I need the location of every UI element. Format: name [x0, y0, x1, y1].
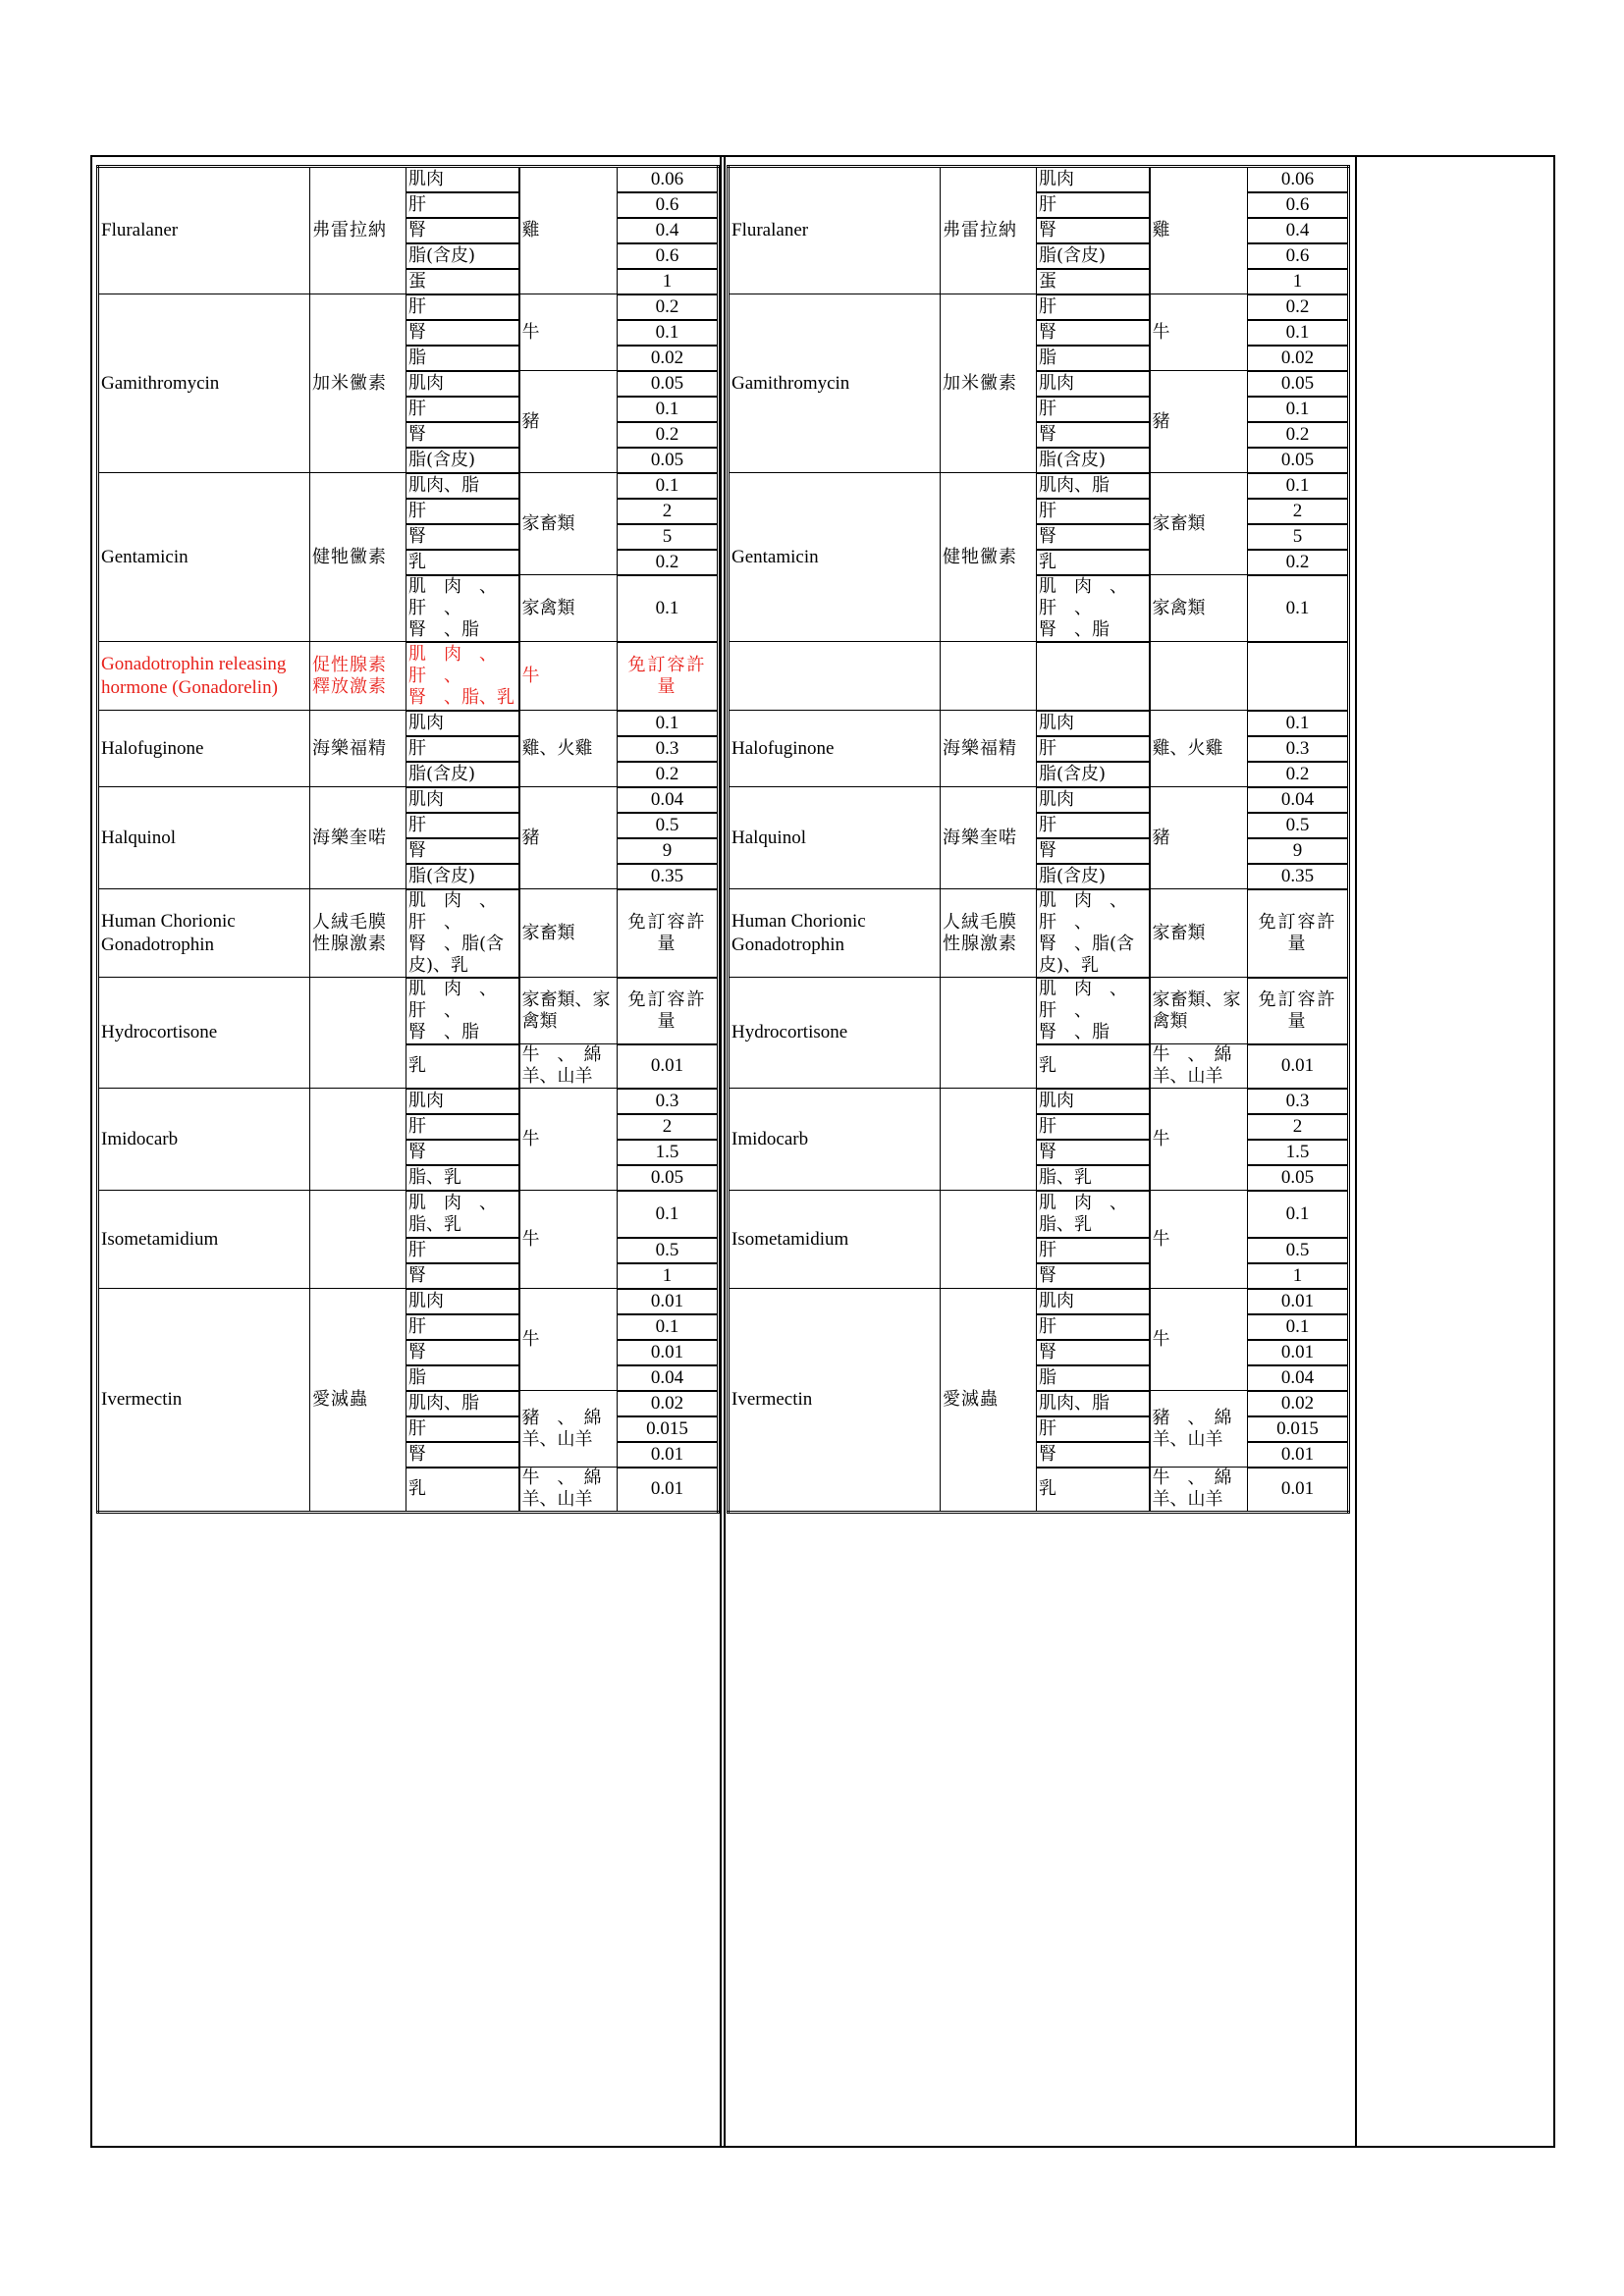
- mrl-value: 0.04: [1248, 787, 1349, 813]
- mrl-value: 0.1: [618, 1314, 719, 1340]
- tissue-cell: 肝: [406, 192, 519, 218]
- mrl-value: 免訂容許量: [1248, 889, 1349, 978]
- tissue-cell: 脂(含皮): [406, 864, 519, 889]
- mrl-value: 0.2: [1248, 550, 1349, 575]
- mrl-value: 0.015: [618, 1416, 719, 1442]
- species-cell: 牛: [519, 294, 618, 371]
- tissue-cell: 腎: [1037, 1442, 1150, 1468]
- mrl-value: 0.01: [618, 1468, 719, 1513]
- drug-name-zh: [310, 1191, 406, 1289]
- tissue-cell: 腎: [406, 1140, 519, 1165]
- tissue-cell: 腎: [1037, 218, 1150, 243]
- species-cell: 牛: [519, 642, 618, 711]
- mrl-value: 免訂容許量: [618, 889, 719, 978]
- drug-name-en: Halquinol: [98, 787, 310, 889]
- table-row: [729, 1191, 1349, 1238]
- table-row: [729, 978, 1349, 1044]
- drug-name-zh: 人絨毛膜性腺激素: [310, 889, 406, 978]
- drug-name-zh: 海樂奎喏: [310, 787, 406, 889]
- tissue-cell: 肝: [1037, 1416, 1150, 1442]
- tissue-cell: 肝: [406, 1416, 519, 1442]
- mrl-value: 0.01: [618, 1044, 719, 1089]
- mrl-value: 9: [618, 838, 719, 864]
- tissue-cell: 腎: [1037, 422, 1150, 448]
- mrl-value: 0.1: [618, 575, 719, 642]
- drug-name-en: Ivermectin: [98, 1289, 310, 1513]
- mrl-value: 0.2: [1248, 422, 1349, 448]
- table-row: [729, 1289, 1349, 1314]
- tissue-cell: 肝: [1037, 499, 1150, 524]
- drug-name-en: Fluralaner: [729, 167, 941, 294]
- drug-name-zh: [310, 978, 406, 1089]
- drug-name-en: Ivermectin: [729, 1289, 941, 1513]
- species-cell: 牛 、 綿羊、山羊: [519, 1468, 618, 1513]
- mrl-value: 5: [1248, 524, 1349, 550]
- mrl-value: 0.05: [1248, 448, 1349, 473]
- tissue-cell: 乳: [1037, 550, 1150, 575]
- drug-name-en: Isometamidium: [729, 1191, 941, 1289]
- drug-name-en: Halquinol: [729, 787, 941, 889]
- mrl-value: 0.6: [618, 243, 719, 269]
- drug-name-en: Fluralaner: [98, 167, 310, 294]
- table-row: [729, 167, 1349, 192]
- tissue-cell: 肌 肉 、肝 、 腎 、脂、乳: [406, 642, 519, 711]
- tissue-cell: 肝: [406, 499, 519, 524]
- species-cell: 牛: [1150, 294, 1248, 371]
- tissue-cell: 肌肉、脂: [1037, 1391, 1150, 1416]
- mrl-value: 0.6: [1248, 243, 1349, 269]
- tissue-cell: 肝: [1037, 192, 1150, 218]
- mrl-value: 0.01: [1248, 1468, 1349, 1513]
- tissue-cell: 腎: [406, 1340, 519, 1365]
- tissue-cell: 腎: [406, 1442, 519, 1468]
- tissue-cell: 肌 肉 、脂、乳: [406, 1191, 519, 1238]
- tissue-cell: 乳: [406, 550, 519, 575]
- mrl-value: 0.1: [1248, 397, 1349, 422]
- mrl-value: 0.5: [1248, 813, 1349, 838]
- tissue-cell: 肝: [1037, 1114, 1150, 1140]
- tissue-cell: 肝: [406, 1114, 519, 1140]
- mrl-value: 1: [618, 1263, 719, 1289]
- mrl-value: [1248, 642, 1349, 711]
- drug-name-en: Gentamicin: [729, 473, 941, 642]
- species-cell: 雞: [519, 167, 618, 294]
- mrl-value: 0.3: [1248, 1089, 1349, 1114]
- mrl-value: 1.5: [618, 1140, 719, 1165]
- mrl-value: 2: [618, 499, 719, 524]
- mrl-value: 1: [1248, 269, 1349, 294]
- tissue-cell: 肝: [1037, 1238, 1150, 1263]
- species-cell: 家畜類: [1150, 889, 1248, 978]
- species-cell: 家畜類: [519, 473, 618, 575]
- tissue-cell: 肌肉、脂: [1037, 473, 1150, 499]
- tissue-cell: 肝: [406, 1238, 519, 1263]
- mrl-value: 0.3: [618, 736, 719, 762]
- mrl-value: 0.1: [1248, 575, 1349, 642]
- tissue-cell: 脂、乳: [406, 1165, 519, 1191]
- table-row: [729, 473, 1349, 499]
- tissue-cell: 肌肉: [406, 167, 519, 192]
- table-row: [98, 642, 719, 711]
- mrl-value: 免訂容許量: [1248, 978, 1349, 1044]
- tissue-cell: 肌肉: [1037, 787, 1150, 813]
- table-row: [98, 978, 719, 1044]
- mrl-value: 0.1: [618, 1191, 719, 1238]
- drug-name-zh: 愛滅蟲: [310, 1289, 406, 1513]
- drug-name-en: Imidocarb: [98, 1089, 310, 1191]
- table-row: [98, 167, 719, 192]
- tissue-cell: 肌肉: [406, 1089, 519, 1114]
- species-cell: 牛: [519, 1089, 618, 1191]
- tissue-cell: 肝: [406, 397, 519, 422]
- tissue-cell: 肝: [1037, 397, 1150, 422]
- tissue-cell: 蛋: [406, 269, 519, 294]
- mrl-value: 0.02: [1248, 346, 1349, 371]
- tissue-cell: 脂(含皮): [1037, 762, 1150, 787]
- tissue-cell: 肌 肉 、肝 、 腎 、脂: [406, 575, 519, 642]
- mrl-value: 9: [1248, 838, 1349, 864]
- tissue-cell: 乳: [406, 1044, 519, 1089]
- tissue-cell: 肌肉: [406, 711, 519, 736]
- species-cell: 雞: [1150, 167, 1248, 294]
- mrl-value: 0.1: [618, 320, 719, 346]
- tissue-cell: 腎: [1037, 1340, 1150, 1365]
- mrl-value: 0.35: [1248, 864, 1349, 889]
- drug-name-zh: [941, 1191, 1037, 1289]
- tissue-cell: 腎: [406, 422, 519, 448]
- tissue-cell: 乳: [1037, 1044, 1150, 1089]
- mrl-value: 0.01: [1248, 1442, 1349, 1468]
- revised-mrl-table: [96, 165, 720, 1514]
- tissue-cell: 肝: [406, 294, 519, 320]
- tissue-cell: 脂、乳: [1037, 1165, 1150, 1191]
- tissue-cell: 腎: [1037, 524, 1150, 550]
- drug-name-en: Human Chorionic Gonadotrophin: [98, 889, 310, 978]
- table-row: [729, 642, 1349, 711]
- mrl-value: 0.2: [618, 550, 719, 575]
- drug-name-zh: 海樂福精: [941, 711, 1037, 787]
- species-cell: 牛 、 綿羊、山羊: [519, 1044, 618, 1089]
- tissue-cell: 肌 肉 、肝 、 腎 、脂(含皮)、乳: [1037, 889, 1150, 978]
- mrl-value: 0.02: [1248, 1391, 1349, 1416]
- drug-name-en: Isometamidium: [98, 1191, 310, 1289]
- mrl-value: 0.35: [618, 864, 719, 889]
- mrl-value: 0.015: [1248, 1416, 1349, 1442]
- mrl-value: 0.5: [618, 1238, 719, 1263]
- mrl-value: 0.05: [618, 1165, 719, 1191]
- species-cell: 牛 、 綿羊、山羊: [1150, 1044, 1248, 1089]
- mrl-value: 0.2: [618, 294, 719, 320]
- mrl-value: 0.01: [1248, 1340, 1349, 1365]
- tissue-cell: 腎: [406, 218, 519, 243]
- table-row: [729, 294, 1349, 320]
- mrl-value: 0.1: [1248, 1314, 1349, 1340]
- tissue-cell: 肌 肉 、脂、乳: [1037, 1191, 1150, 1238]
- tissue-cell: 脂(含皮): [1037, 864, 1150, 889]
- tissue-cell: 肌 肉 、肝 、 腎 、脂(含皮)、乳: [406, 889, 519, 978]
- mrl-value: 1: [618, 269, 719, 294]
- mrl-value: 0.05: [1248, 371, 1349, 397]
- mrl-value: 0.05: [1248, 1165, 1349, 1191]
- drug-name-en: Hydrocortisone: [98, 978, 310, 1089]
- drug-name-zh: 健牠黴素: [941, 473, 1037, 642]
- drug-name-zh: 加米黴素: [310, 294, 406, 473]
- species-cell: 牛: [519, 1289, 618, 1391]
- species-cell: 家禽類: [1150, 575, 1248, 642]
- mrl-value: 0.1: [618, 397, 719, 422]
- table-row: [98, 711, 719, 736]
- mrl-value: 0.1: [618, 473, 719, 499]
- tissue-cell: 乳: [1037, 1468, 1150, 1513]
- mrl-value: 0.4: [618, 218, 719, 243]
- tissue-cell: 肌肉、脂: [406, 473, 519, 499]
- mrl-value: 0.04: [1248, 1365, 1349, 1391]
- tissue-cell: 肝: [406, 736, 519, 762]
- species-cell: 豬: [1150, 787, 1248, 889]
- drug-name-en: Gentamicin: [98, 473, 310, 642]
- mrl-value: 0.1: [1248, 1191, 1349, 1238]
- drug-name-zh: 人絨毛膜性腺激素: [941, 889, 1037, 978]
- mrl-value: 0.05: [618, 448, 719, 473]
- drug-name-en: Hydrocortisone: [729, 978, 941, 1089]
- mrl-value: 免訂容許量: [618, 642, 719, 711]
- tissue-cell: 脂: [1037, 1365, 1150, 1391]
- table-row: [98, 1289, 719, 1314]
- species-cell: 牛: [1150, 1289, 1248, 1391]
- tissue-cell: 脂(含皮): [406, 243, 519, 269]
- mrl-value: 0.1: [618, 711, 719, 736]
- drug-name-en: [729, 642, 941, 711]
- tissue-cell: 脂(含皮): [1037, 448, 1150, 473]
- drug-name-en: Gamithromycin: [98, 294, 310, 473]
- tissue-cell: 腎: [1037, 1263, 1150, 1289]
- drug-name-en: Halofuginone: [98, 711, 310, 787]
- remarks-column: [1357, 157, 1553, 2146]
- tissue-cell: 肌肉: [1037, 1289, 1150, 1314]
- species-cell: 豬 、 綿羊、山羊: [1150, 1391, 1248, 1468]
- mrl-value: 1.5: [1248, 1140, 1349, 1165]
- tissue-cell: 肌肉、脂: [406, 1391, 519, 1416]
- mrl-value: 0.6: [1248, 192, 1349, 218]
- tissue-cell: 肝: [1037, 1314, 1150, 1340]
- drug-name-zh: 海樂奎喏: [941, 787, 1037, 889]
- mrl-value: 0.2: [618, 762, 719, 787]
- table-row: [98, 1089, 719, 1114]
- species-cell: 牛 、 綿羊、山羊: [1150, 1468, 1248, 1513]
- mrl-value: 0.3: [1248, 736, 1349, 762]
- species-cell: 家畜類: [519, 889, 618, 978]
- species-cell: 牛: [1150, 1089, 1248, 1191]
- mrl-value: 0.6: [618, 192, 719, 218]
- drug-name-en: Imidocarb: [729, 1089, 941, 1191]
- drug-name-zh: 促性腺素釋放激素: [310, 642, 406, 711]
- tissue-cell: 肌 肉 、肝 、 腎 、脂: [406, 978, 519, 1044]
- tissue-cell: 肝: [1037, 736, 1150, 762]
- mrl-value: 0.2: [1248, 294, 1349, 320]
- tissue-cell: 肌 肉 、肝 、 腎 、脂: [1037, 978, 1150, 1044]
- table-row: [729, 1089, 1349, 1114]
- tissue-cell: 脂: [406, 1365, 519, 1391]
- mrl-value: 0.02: [618, 1391, 719, 1416]
- species-cell: 豬: [1150, 371, 1248, 473]
- tissue-cell: 腎: [406, 320, 519, 346]
- table-row: [729, 889, 1349, 978]
- drug-name-zh: [941, 1089, 1037, 1191]
- tissue-cell: 腎: [406, 838, 519, 864]
- drug-name-zh: [941, 642, 1037, 711]
- tissue-cell: 蛋: [1037, 269, 1150, 294]
- species-cell: 雞、火雞: [519, 711, 618, 787]
- mrl-value: 0.3: [618, 1089, 719, 1114]
- mrl-value: 0.01: [1248, 1289, 1349, 1314]
- table-row: [98, 473, 719, 499]
- tissue-cell: 腎: [1037, 320, 1150, 346]
- tissue-cell: 腎: [1037, 838, 1150, 864]
- tissue-cell: 肌肉: [1037, 1089, 1150, 1114]
- mrl-value: 0.2: [1248, 762, 1349, 787]
- tissue-cell: 脂: [1037, 346, 1150, 371]
- species-cell: 家畜類、家禽類: [519, 978, 618, 1044]
- mrl-value: 0.01: [618, 1340, 719, 1365]
- tissue-cell: 肌肉: [406, 787, 519, 813]
- table-row: [729, 711, 1349, 736]
- tissue-cell: 肝: [1037, 294, 1150, 320]
- tissue-cell: 乳: [406, 1468, 519, 1513]
- drug-name-zh: 弗雷拉納: [310, 167, 406, 294]
- mrl-value: 0.1: [1248, 473, 1349, 499]
- tissue-cell: 肌肉: [1037, 711, 1150, 736]
- tissue-cell: 腎: [406, 1263, 519, 1289]
- mrl-value: 5: [618, 524, 719, 550]
- current-mrl-table: [727, 165, 1350, 1514]
- table-row: [98, 294, 719, 320]
- tissue-cell: 肌肉: [406, 371, 519, 397]
- drug-name-zh: 健牠黴素: [310, 473, 406, 642]
- tissue-cell: 肌肉: [1037, 371, 1150, 397]
- mrl-value: 2: [618, 1114, 719, 1140]
- drug-name-en: Gamithromycin: [729, 294, 941, 473]
- mrl-value: 0.02: [618, 346, 719, 371]
- mrl-value: 0.1: [1248, 320, 1349, 346]
- tissue-cell: 脂(含皮): [406, 448, 519, 473]
- tissue-cell: [1037, 642, 1150, 711]
- mrl-value: 0.04: [618, 787, 719, 813]
- mrl-value: 2: [1248, 499, 1349, 524]
- table-row: [98, 787, 719, 813]
- tissue-cell: 肝: [1037, 813, 1150, 838]
- species-cell: 豬 、 綿羊、山羊: [519, 1391, 618, 1468]
- mrl-value: 0.1: [1248, 711, 1349, 736]
- species-cell: 牛: [519, 1191, 618, 1289]
- tissue-cell: 肌 肉 、肝 、 腎 、脂: [1037, 575, 1150, 642]
- tissue-cell: 腎: [406, 524, 519, 550]
- drug-name-zh: 海樂福精: [310, 711, 406, 787]
- tissue-cell: 肝: [406, 813, 519, 838]
- mrl-value: 免訂容許量: [618, 978, 719, 1044]
- mrl-value: 0.2: [618, 422, 719, 448]
- table-row: [98, 889, 719, 978]
- mrl-value: 2: [1248, 1114, 1349, 1140]
- mrl-value: 0.01: [618, 1289, 719, 1314]
- species-cell: 家禽類: [519, 575, 618, 642]
- column-divider: [720, 155, 722, 2148]
- mrl-value: 0.5: [618, 813, 719, 838]
- mrl-value: 1: [1248, 1263, 1349, 1289]
- column-divider: [724, 155, 726, 2148]
- mrl-value: 0.04: [618, 1365, 719, 1391]
- tissue-cell: 肌肉: [406, 1289, 519, 1314]
- tissue-cell: 脂: [406, 346, 519, 371]
- drug-name-zh: [941, 978, 1037, 1089]
- drug-name-zh: 加米黴素: [941, 294, 1037, 473]
- species-cell: 家畜類、家禽類: [1150, 978, 1248, 1044]
- species-cell: 雞、火雞: [1150, 711, 1248, 787]
- drug-name-zh: [310, 1089, 406, 1191]
- mrl-value: 0.5: [1248, 1238, 1349, 1263]
- drug-name-zh: 弗雷拉納: [941, 167, 1037, 294]
- mrl-value: 0.01: [618, 1442, 719, 1468]
- mrl-value: 0.06: [1248, 167, 1349, 192]
- table-row: [729, 787, 1349, 813]
- species-cell: 牛: [1150, 1191, 1248, 1289]
- tissue-cell: 腎: [1037, 1140, 1150, 1165]
- drug-name-en: Halofuginone: [729, 711, 941, 787]
- drug-name-zh: 愛滅蟲: [941, 1289, 1037, 1513]
- mrl-value: 0.05: [618, 371, 719, 397]
- species-cell: 豬: [519, 371, 618, 473]
- tissue-cell: 脂(含皮): [1037, 243, 1150, 269]
- mrl-value: 0.4: [1248, 218, 1349, 243]
- table-row: [98, 1191, 719, 1238]
- tissue-cell: 脂(含皮): [406, 762, 519, 787]
- drug-name-en: Gonadotrophin releasing hormone (Gonadorelin): [98, 642, 310, 711]
- species-cell: [1150, 642, 1248, 711]
- species-cell: 家畜類: [1150, 473, 1248, 575]
- mrl-value: 0.01: [1248, 1044, 1349, 1089]
- tissue-cell: 肝: [406, 1314, 519, 1340]
- mrl-value: 0.06: [618, 167, 719, 192]
- drug-name-en: Human Chorionic Gonadotrophin: [729, 889, 941, 978]
- species-cell: 豬: [519, 787, 618, 889]
- tissue-cell: 肌肉: [1037, 167, 1150, 192]
